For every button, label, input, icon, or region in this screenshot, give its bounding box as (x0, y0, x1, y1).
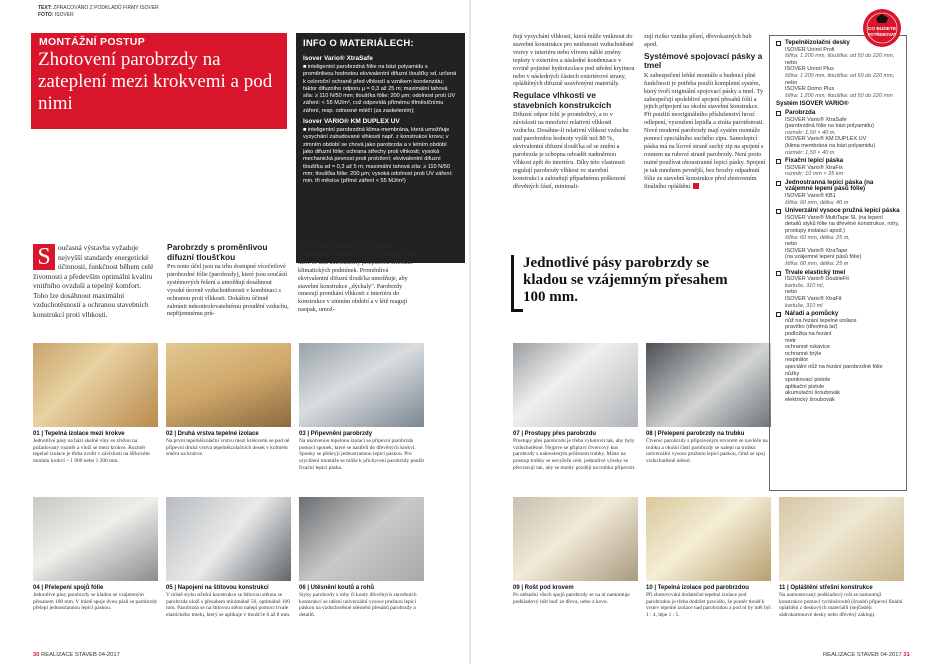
sidebar-item-title: Univerzální vysoce pružná lepicí páska (785, 207, 900, 215)
sidebar-item-line: šířka: 60 mm, délka: 40 m (785, 199, 849, 206)
badge-line-1: CO BUDETE (867, 27, 897, 32)
sidebar-item-title: Fixační lepicí páska (785, 157, 844, 165)
sidebar-item (776, 208, 900, 267)
sidebar-item-title: Systém ISOVER VARIO® (776, 100, 849, 108)
step-caption-08 (646, 431, 771, 465)
page-number-left: 30 (33, 652, 40, 658)
step-text: Na první tepelněizolační vrstvu mezi krokvemi se pod ně připevní druhá vrstva tepelněizolačních desek v kolmém směru na krokve. (166, 437, 290, 458)
sidebar-item (776, 158, 900, 178)
article-header (31, 33, 287, 129)
dropcap: S (33, 244, 55, 270)
sidebar-item-title: Parobrzda (785, 108, 816, 116)
footer-right-text: REALIZACE STAVEB 04-2017 (823, 652, 902, 658)
column-4-text-1: ňují vysychání vlhkosti, která může vniknout do stavební konstrukce pro netěsnosti vzduchotěsné vrstvy v interiéru nebo vlivem náhlé změny teploty v exteriéru a následné kondenzace v rovině pojistné hydroizolace pod střešní krytinou nebo v následných částech exteriérové strany, opláštěných difuzně uzavřenými materiály. (513, 33, 635, 88)
step-text: Styky parobrzdy s rohy či kouty dřevěných stavebních konstrukcí se utěsní univerzální vysoce pružnou lepicí páskou na vzduchotěsné utěsnění přesahů parobrzdy a detailů. (299, 591, 417, 619)
sidebar-item-line: ISOVER Vario® XtraFit (785, 295, 842, 302)
checkbox-icon (776, 111, 781, 116)
sidebar-item-line: podložka na řezání (785, 330, 832, 337)
infobox-heading: INFO O MATERIÁLECH: (303, 38, 414, 49)
lead-paragraph (33, 243, 157, 319)
sidebar-item (776, 180, 900, 206)
column-5-text-2 (644, 72, 766, 191)
column-5-text-2-body: K zabezpečení lehké montáže a budoucí plné funkčnosti je potřeba použít kompletní systém, který tvoří originální spojovací pásky a tmel. Ty zabezpečují spolehlivé spojení přesahů fólií a jejich připojení na okolní stavební konstrukce. Při použití neoriginálního příslušenství hrozí odlepení, vysoušení lepidla a ztráta parotěsnosti. Nové moderní parobrzdy mají systém montáže pomocí speciálního suchého zipu. Samolepicí páska má na lícové straně suchý zip na spojení s rounem na rubové straně parobrzdy. Není proto nutné používat oboustranné lepicí pásky. Spojení je tak mnohem pevnější, bez hrozby odpadnutí fólie ze stavební konstrukce před zhotovením finálního opláštění. (644, 71, 766, 190)
sidebar-item-line: ISOVER Vario® KB1 (785, 193, 836, 200)
sidebar-item (776, 101, 900, 108)
step-caption-04 (33, 585, 158, 612)
sidebar-item-line: ISOVER Unirol Plus (785, 66, 834, 73)
sidebar-item-line: ISOVER Vario® KM DUPLEX UV (785, 136, 867, 143)
page-number-right: 31 (903, 652, 910, 658)
sidebar-item-line: (klima membrána na bázi polyamidu) (785, 142, 876, 149)
step-caption-05 (166, 585, 291, 619)
step-caption-06 (299, 585, 424, 619)
step-text: Po utěsnění všech spojů parobrzdy se na ni namontuje podkladový rošt buď ze dřeva, nebo z kovu. (513, 591, 630, 605)
sidebar-item-line: rozměr: 10 mm × 25 km (785, 171, 844, 178)
step-title: 03 | Připevnění parobrzdy (299, 431, 373, 437)
sidebar-item-line: nůž na řezání tepelné izolace (785, 317, 857, 324)
step-text: Prostupy přes parobrzdu je třeba vyhotovit tak, aby byly vzduchotěsné. Nejprve se připraví čtvercový kus parobrzdy s nakresleným průřezem trubky. Místo na prostup trubky se nevyřeže celé, jednotlivé výseky se převracují tak, aby se mohly později na trubku připevnit. (513, 437, 636, 471)
sidebar-item-line: akumulační šroubovák (785, 390, 841, 397)
sidebar-item-line: speciální nůž na řezání parobrzdné fólie (785, 363, 883, 370)
infobox-product-2: Isover VARIO® KM DUPLEX UV (303, 118, 400, 126)
checkbox-icon (776, 271, 781, 276)
infobox-product-1-text: ■ inteligentní parobrzdná fólie na bázi polyamidu s proměnlivou hodnotou ekvivalentní difuzní tloušťky sd, určená k celoroční ochraně před vlhkostí a vznikem kondenzátu; faktor difuzního odporu μ = 0,3 až 25 m; maximální tahová síla: ≥ 110 N/50 mm; tloušťka fólie: 200 μm; odolnost proti UV záření: < 55 MJ/m², což odpovídá přímému třiměsíčnímu záření, resp. odnosné mléčí (za zaskelením); (303, 64, 457, 114)
sidebar-item-line: ISOVER Vario® XtraFix (785, 164, 843, 171)
step-title: 04 | Přelepení spojů fólie (33, 585, 104, 591)
step-text: Čtverec parobrzdy s připraveným otvorem se navléče na trubku a okolní části parobrzdy se nalepí na trubku univerzální vysoce pružnou lepicí páskou, čímž se spoj vzduchotěsně utěsní. (646, 437, 768, 465)
step-photo-01 (33, 343, 158, 427)
what-you-need-badge (862, 8, 902, 48)
section-heading-parobrzdy: Parobrzdy s proměnlivou difuzní tloušťkou (167, 242, 268, 262)
step-photo-02 (166, 343, 291, 427)
step-title: 06 | Utěsnění koutů a rohů (299, 585, 375, 591)
sidebar-item-line: ISOVER Vario® DoubleFit (785, 276, 849, 283)
column-4-text-2: Difuzní odpor fólií je proměnlivý, a to v závislosti na množství relativní vlhkosti vzduchu. Dosáhne-li relativní vlhkost vzduchu nad parobrzdou hodnoty vyšší než 80 %, ekvivalentní difuzní tloušťka sd se změní a parobrzda je schopna odvádět nadměrnou vlhkost zpět do interiéru. Díky této vlastnosti regulují parobrzdy vlhkost ve stavební konstrukci a zabraňují případnému poškození dřevěných částí, minimali- (513, 111, 629, 190)
step-title: 01 | Tepelná izolace mezi krokve (33, 431, 125, 437)
checkbox-icon (776, 41, 781, 46)
sidebar-item-title: Tepelněizolační desky (785, 39, 850, 46)
column-3-text: vanu, drahým ztrátám tepla a škodám způsobeným plísněmi. Jde o speciální parobrzdy, které se umí automaticky přizpůsobit změnám klimatických podmínek. Proměnlivá ekvivalentní difuzní tloušťka umožňuje, aby stavební konstrukce „dýchaly". Parobrzdy omezují pronikání vlhkosti z interiéru do konstrukce v zimním období a v létě reagují naopak, umož- (298, 243, 420, 314)
checkbox-icon (776, 159, 781, 164)
badge-line-2: POTŘEBOVAT (867, 32, 897, 37)
step-text: V místě styku střešní konstrukce se štítovou stěnou se parobrzda uloží s přesahem minimálně 50, optimálně 100 mm. Parobrzda se na štítovou stěnu nalepí pomocí trvale elastického tmelu, který se aplikuje v tloušťce 6 až 8 mm. (166, 591, 291, 619)
credits-text-value: ZPRACOVÁNO Z PODKLADŮ FIRMY ISOVER (53, 5, 159, 11)
materials-sidebar (769, 35, 907, 491)
step-caption-02 (166, 431, 291, 458)
sidebar-item-line: nebo (785, 289, 798, 296)
step-photo-07 (513, 343, 638, 427)
step-text: Jednotlivé pásy na bázi skelné vlny se zřežou na požadovaný rozměr a vloží se mezi krokve. Rozměr tepelné izolace je třeba zvolit v závislosti na šiřkovém modulu krokví – 1 000 nebo 1 200 mm. (33, 437, 150, 465)
infobox-product-1: Isover Vario® XtraSafe (303, 55, 373, 62)
step-title: 10 | Tepelná izolace pod parobrzdou (646, 585, 749, 591)
text-column-2 (167, 243, 289, 321)
step-title: 08 | Přelepení parobrzdy na trubku (646, 431, 745, 437)
sidebar-item-line: šířka: 60 mm, délka: 25 m (785, 261, 849, 267)
footer-right (823, 652, 910, 658)
sidebar-item-line: šířka: 60 mm, délka: 25 m, (785, 234, 850, 241)
sidebar-item-line: nůžky (785, 370, 800, 377)
sidebar-item-line: nebo (785, 241, 798, 248)
step-photo-09 (513, 497, 638, 581)
sidebar-item-line: ochranné brýle (785, 350, 822, 357)
credits (38, 5, 159, 18)
credits-photo-value: ISOVER (54, 11, 74, 18)
sidebar-item-title: Nářadí a pomůcky (785, 310, 839, 318)
sidebar-item-line: ISOVER Vario® XtraTape (785, 247, 848, 254)
step-title: 02 | Druhá vrstva tepelné izolace (166, 431, 259, 437)
sidebar-item-line: nebo (785, 79, 798, 86)
footer-left (33, 652, 120, 658)
sidebar-item-line: kartuše, 310 ml (785, 302, 823, 309)
sidebar-item-line: rozměr: 1,50 × 40 m, (785, 129, 836, 136)
footer-left-text: REALIZACE STAVEB 04-2017 (41, 652, 120, 658)
step-text: Na namontovaný podkladový rošt se namontují konstrukce pomocí rychlošroubů (šroubů připevní finální opláštění z deskových materiálů (nejčastěji sádrokartonové desky nebo dřevěný záklop). (779, 591, 903, 619)
column-5-text-1: zují riziko vzniku plísní, dřevokazných hub apod. (644, 33, 752, 48)
step-photo-05 (166, 497, 291, 581)
sidebar-item-line: rozměr: 1,50 × 40 m (785, 149, 835, 156)
sidebar-item-line: sponkovací pistole (785, 377, 831, 384)
step-caption-10 (646, 585, 771, 619)
materials-infobox (296, 33, 465, 263)
step-text: Při zhotovování dodatečné tepelné izolace pod parobrzdou je třeba dodržet pravidlo, že poměr tloušťk vrstev tepelné izolace nad parobrzdou a pod ní by měl být 1 : 4, lépe 1 : 5. (646, 591, 771, 619)
checkbox-icon (776, 312, 781, 317)
step-text: Jednotlivé pásy parobrzdy se kladou se vzájemným přesahem 100 mm. V místě spoje dvou pásů se parobrzdy přelepí jednostrannou lepicí páskou. (33, 591, 158, 612)
page-gutter (469, 0, 471, 664)
sidebar-item-line: elektrický šroubovák (785, 396, 835, 403)
step-caption-01 (33, 431, 158, 465)
pullquote-bracket-foot (511, 309, 523, 312)
sidebar-item (776, 110, 900, 156)
section-heading-regulace: Regulace vlhkosti ve stavebních konstrukcích (513, 90, 612, 110)
credits-text-label: TEXT: (38, 5, 52, 11)
step-caption-09 (513, 585, 638, 605)
sidebar-item-line: (parobrzdná fólie na bázi polyamidu) (785, 123, 874, 130)
step-photo-10 (646, 497, 771, 581)
sidebar-item-line: nebo (785, 59, 798, 66)
step-caption-07 (513, 431, 638, 472)
sidebar-item-line: (na vzájemné lepení pásů fólie) (785, 254, 862, 261)
article-kicker: MONTÁŽNÍ POSTUP (39, 36, 145, 48)
step-title: 09 | Rošt pod krovem (513, 585, 574, 591)
step-title: 11 | Opláštění střešní konstrukce (779, 585, 873, 591)
column-2-text: Pro tento účel jsou na trhu dostupné vícečetlové parobrzdné fólie (parobrzdy), které jsou součástí systémových řešení a umožňují dosáhnout vysoké úrovně vzduchotěsnosti v kombinaci s ochranou proti vlhkosti. Dokážou účinně zabránit nekontrolovatelnému proudění vzduchu, nepřijemnému prů- (167, 263, 289, 318)
article-title: Zhotovení parobrzdy na zateplení mezi krokvemi a pod nimi (38, 49, 273, 114)
sidebar-item-line: pravítko (dřevěná lať) (785, 324, 838, 331)
step-text: Na ukotvenou tepelnou izolaci se připevní parobrzda pomocí sponek, které se nastřelí do dřevěných krokví. Sponky se překryjí jednostrannou lepicí páskou. Pro urychlení montáže se může k přichycení parobrzdy použít fixační lepicí páska. (299, 437, 424, 471)
step-photo-08 (646, 343, 771, 427)
sidebar-item-line: šířka: 1 200 mm, tloušťka: od 50 do 220 mm (785, 92, 893, 99)
sidebar-item-line: kartuše, 310 ml, (785, 282, 825, 289)
sidebar-item-line: ISOVER Vario® XtraSafe (785, 116, 847, 123)
step-title: 05 | Napojení na štítovou konstrukci (166, 585, 269, 591)
sidebar-item-line: ISOVER Vario® MultiTape SL (na lepení detailů styků fólie na dřevěné konstrukce, rohy, prostupy instalací apod.) (785, 214, 900, 235)
sidebar-item-line: šířka: 1 200 mm, tloušťka: od 50 do 220 mm, (785, 53, 895, 60)
pullquote: Jednotlivé pásy parobrzdy se kladou se vzájemným přesahem 100 mm. (523, 255, 728, 305)
sidebar-item-line: ISOVER Unirol Profi (785, 46, 835, 53)
step-photo-04 (33, 497, 158, 581)
sidebar-item-line: aplikační pistole (785, 383, 825, 390)
sidebar-item-line: šířka: 1 200 mm, tloušťka: od 50 do 220 mm, (785, 72, 895, 79)
sidebar-item-title: Jednostranná lepicí páska (na vzájemné lepení pásů fólie) (785, 178, 874, 193)
lead-text: oučasná výstavba vyžaduje nejvyšší standardy energetické účinnosti, funkčnost během celé životnosti a především optimální kvalitu vnitřního ovzduší a tepelný komfort. Toho lze dosáhnout maximální vzduchotěsností a ochranou stavebních konstrukcí proti vlhkosti. (33, 243, 154, 319)
end-mark (693, 183, 699, 189)
sidebar-item (776, 270, 900, 310)
sidebar-item-line: metr (785, 337, 796, 344)
text-column-5 (644, 33, 766, 193)
sidebar-item (776, 40, 900, 99)
checkbox-icon (776, 209, 781, 214)
sidebar-item-title: Trvale elastický tmel (785, 268, 846, 276)
infobox-product-2-text: ■ inteligentní parobrzdná klima-membrána, která umožňuje vysychání zabudované vlhkosti např. z konstrukce krovu; v zimním období se chová jako parobrzda a v letním období jako difuzní fólie; ochrana střechy proti vlhkosti; vysoká mechanická pevnost proti protržení; ekvivalentní difuzní tloušťka sd = 0,3 až 5 m; maximální tahová síla: ≥ 110 N/50 mm; tloušťka fólie: 200 μm; vysoká odolnost proti UV záření: min. tři měsíce (přímé záření < 55 MJ/m²) (303, 127, 453, 185)
step-caption-03 (299, 431, 424, 472)
text-column-3 (298, 243, 420, 317)
credits-photo-label: FOTO: (38, 11, 54, 18)
step-photo-11 (779, 497, 904, 581)
checkbox-icon (776, 181, 781, 186)
sidebar-item-line: ochranné rukavice (785, 344, 830, 351)
step-title: 07 | Prostupy přes parobrzdu (513, 431, 597, 437)
sidebar-item (776, 311, 900, 403)
sidebar-item-line: ISOVER Domo Plus (785, 86, 835, 93)
section-heading-systemove: Systémové spojovací pásky a tmel (644, 50, 763, 71)
step-photo-03 (299, 343, 424, 427)
step-caption-11 (779, 585, 904, 619)
sidebar-item-line: respirátor (785, 357, 809, 364)
text-column-4 (513, 33, 635, 193)
step-photo-06 (299, 497, 424, 581)
